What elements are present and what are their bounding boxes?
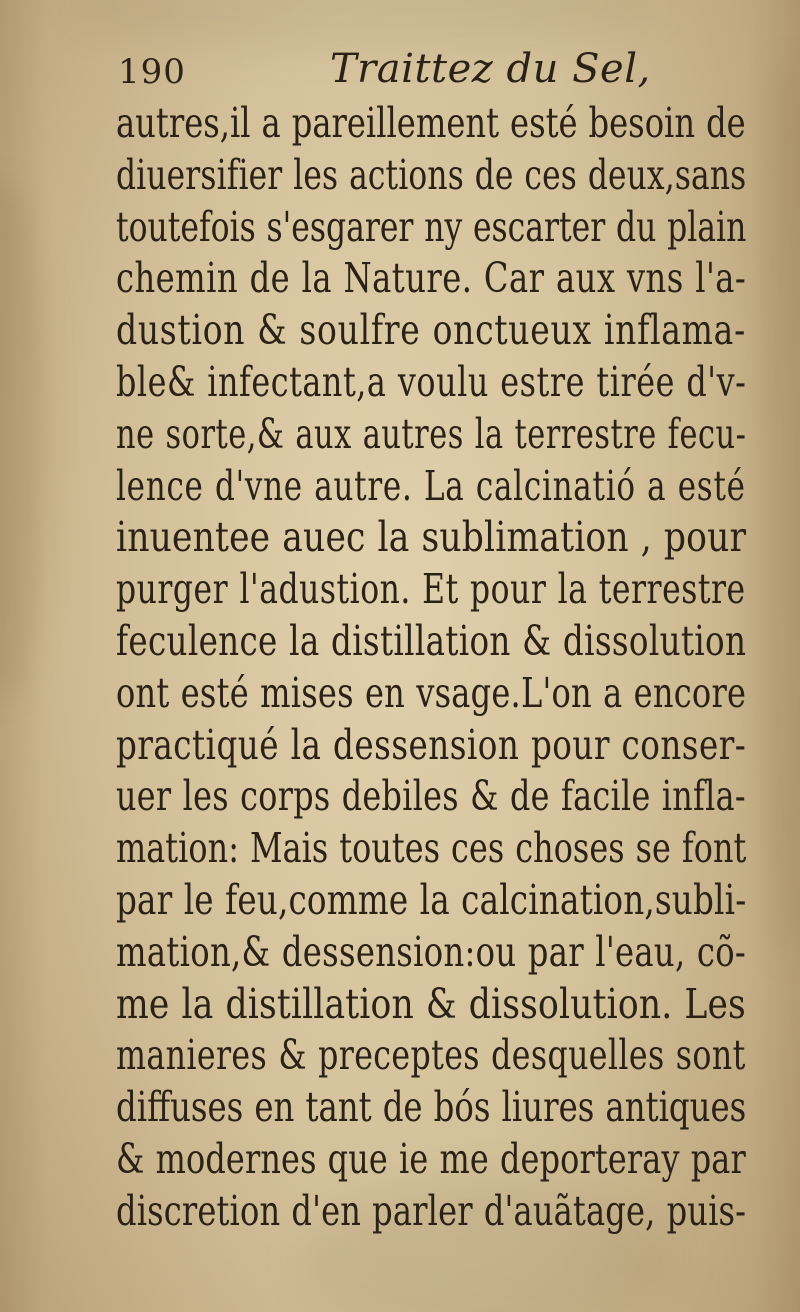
paper-stain-top — [60, 0, 660, 50]
running-title: Traittez du Sel, — [330, 46, 651, 92]
paper-stain-left — [0, 180, 50, 700]
text-line: autres,il a pareillement esté besoin de — [116, 99, 746, 147]
body-text — [116, 98, 746, 1238]
text-line: dustion & soulfre onctueux inflama- — [116, 306, 746, 355]
text-line: me la distillation & dissolution. Les — [116, 979, 746, 1028]
text-line: mation: Mais toutes ces choses se font — [116, 824, 747, 873]
text-line: diffuses en tant de bós liures antiques — [116, 1083, 747, 1132]
text-line: ble& infectant,a voulu estre tirée d'v- — [116, 357, 747, 406]
text-line: chemin de la Nature. Car aux vns l'a- — [116, 254, 747, 303]
text-line: lence d'vne autre. La calcinatió a esté — [116, 461, 746, 510]
text-line: diuersifier les actions de ces deux,sans — [116, 150, 747, 199]
text-line: ne sorte,& aux autres la terrestre fecu- — [116, 409, 747, 458]
paper-stain-right — [750, 60, 800, 960]
text-line: toutefois s'esgarer ny escarter du plain — [116, 202, 747, 251]
text-line: purger l'adustion. Et pour la terrestre — [116, 565, 746, 614]
text-line: uer les corps debiles & de facile infla- — [116, 772, 746, 821]
text-line: & modernes que ie me deporteray par — [116, 1134, 746, 1183]
text-line: inuentee auec la sublimation , pour — [116, 513, 747, 562]
text-line: par le feu,comme la calcination,subli- — [116, 875, 747, 924]
text-line: manieres & preceptes desquelles sont — [116, 1031, 746, 1080]
text-line: practiqué la dessension pour conser- — [116, 720, 747, 769]
text-line: mation,& dessension:ou par l'eau, cõ- — [116, 927, 747, 976]
page-number: 190 — [118, 52, 186, 92]
text-line: feculence la distillation & dissolution — [116, 616, 747, 665]
text-line: discretion d'en parler d'auãtage, puis- — [116, 1186, 747, 1235]
text-line: ont esté mises en vsage.L'on a encore — [116, 668, 747, 717]
running-head — [118, 46, 738, 98]
